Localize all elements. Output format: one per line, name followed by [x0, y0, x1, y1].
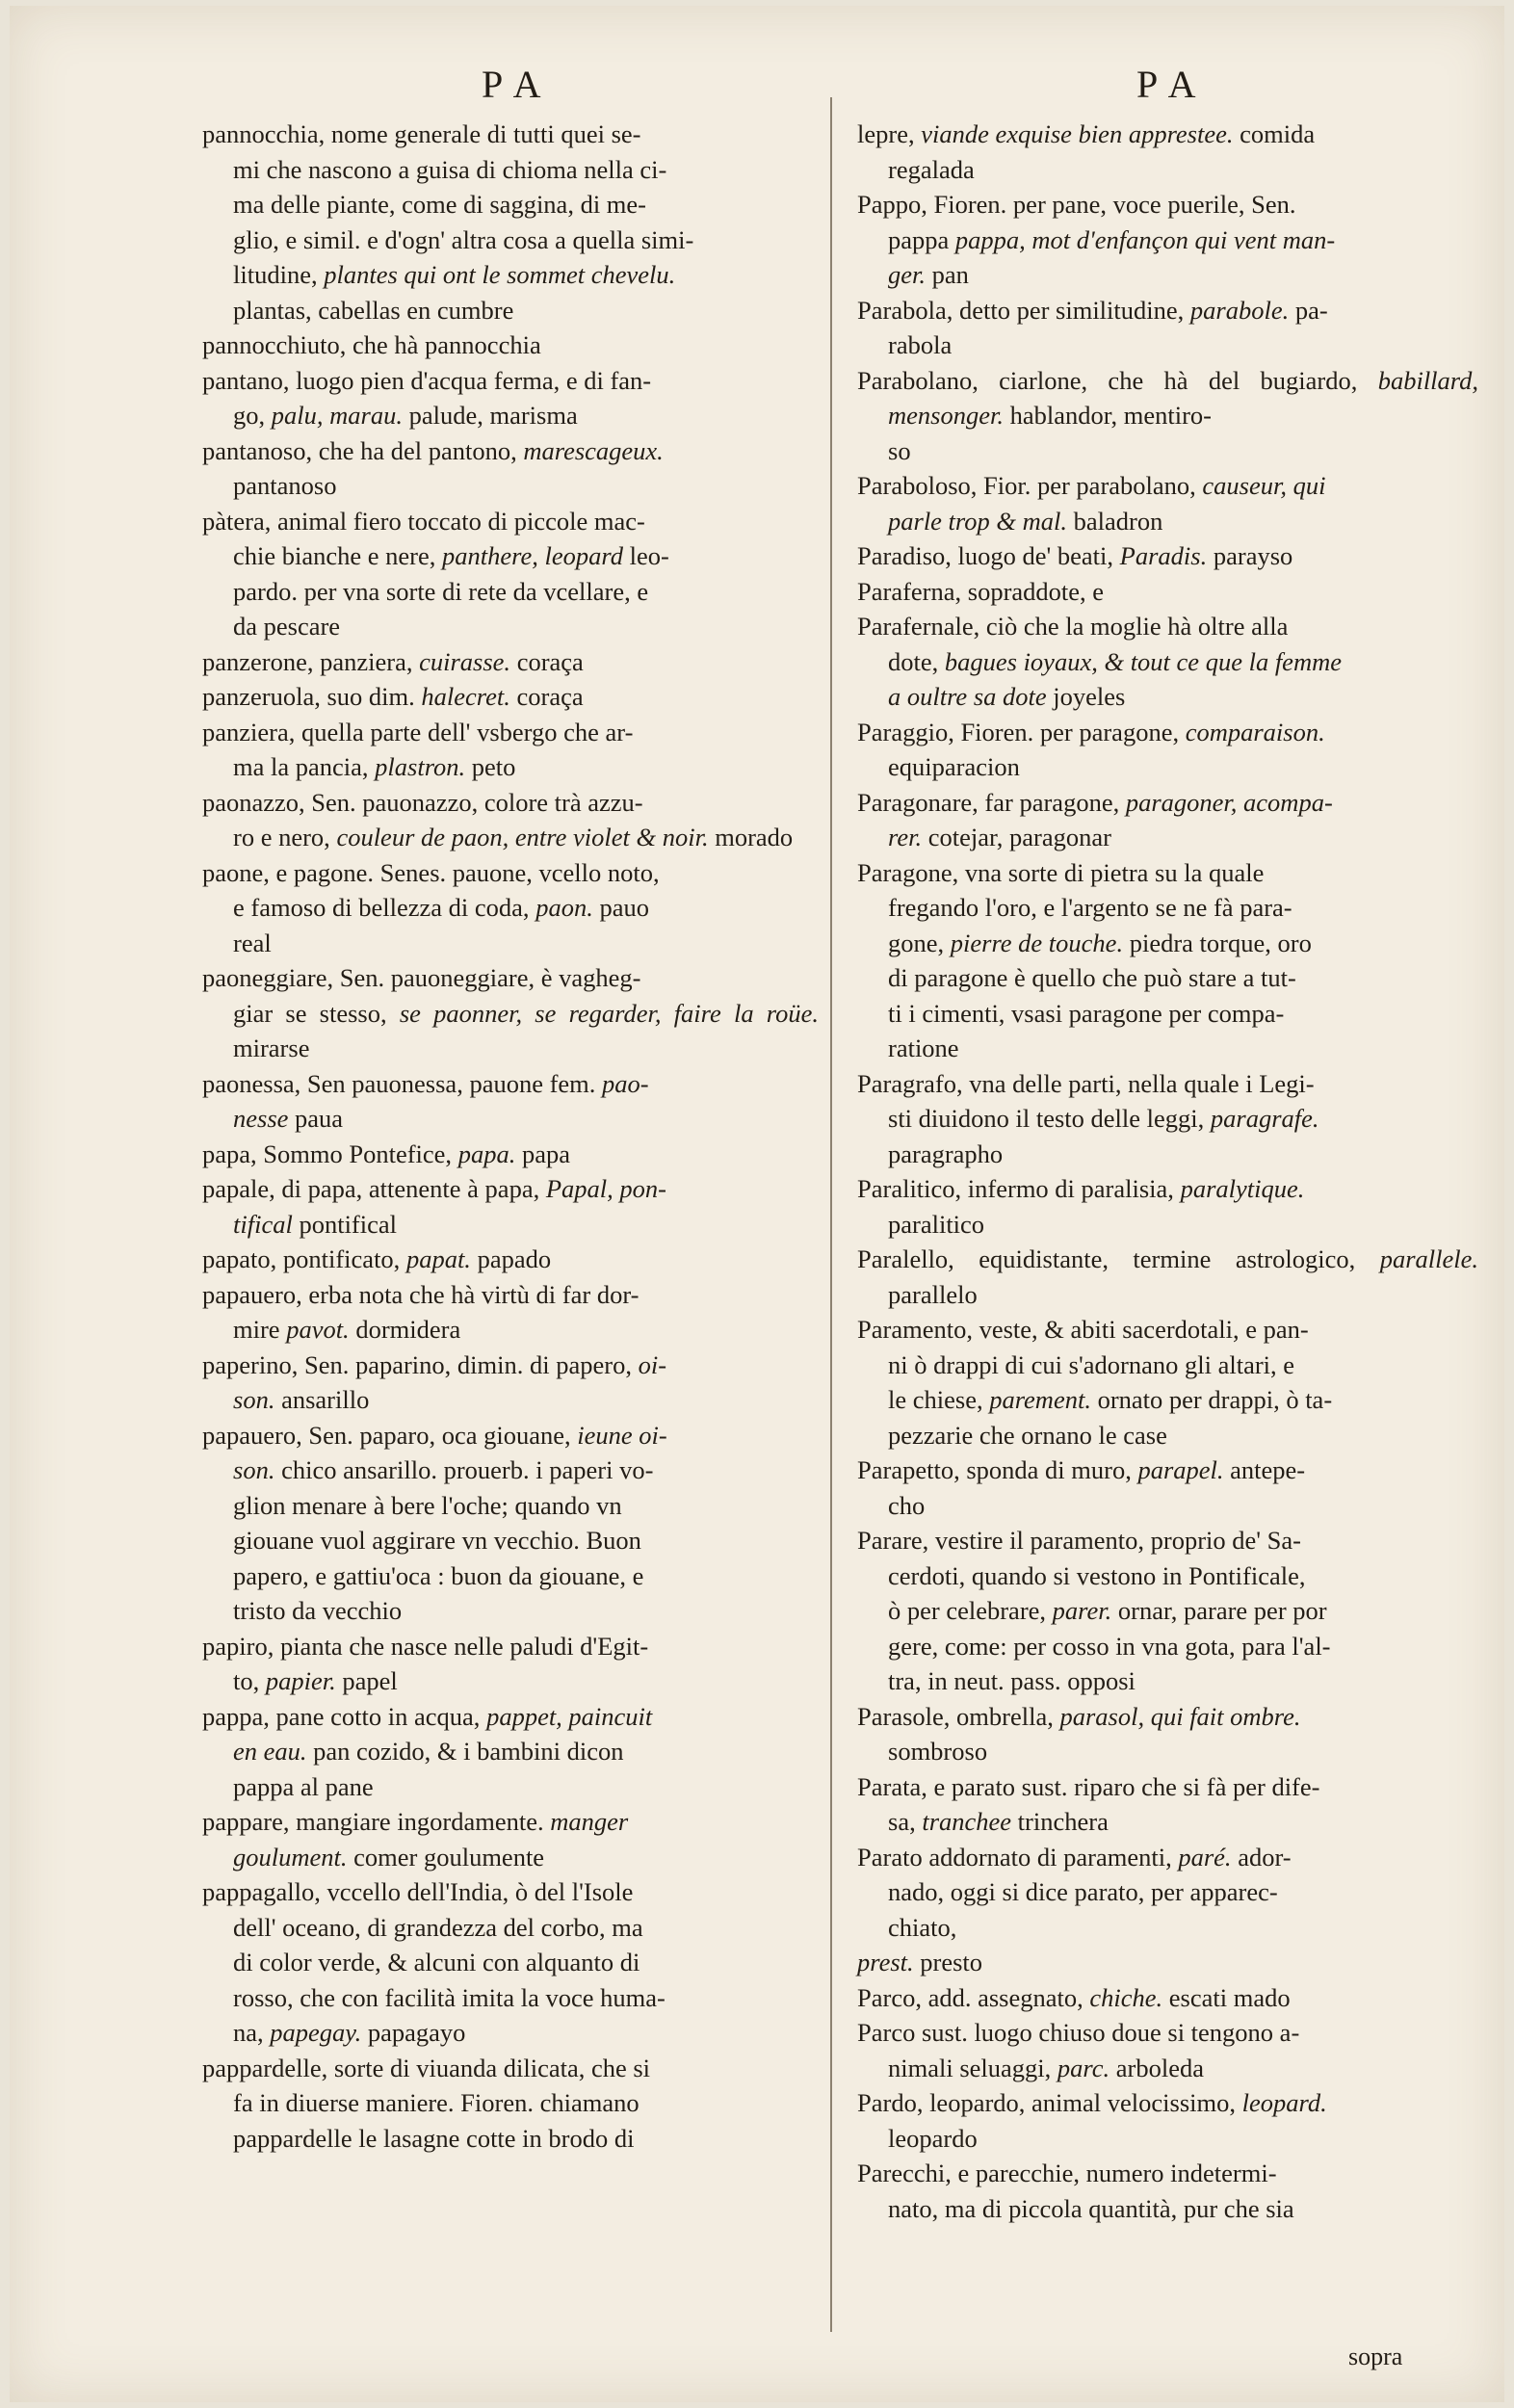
entry-french-gloss: paragrafe.	[1210, 1104, 1319, 1133]
entry-french-gloss: bagues ioyaux, & tout ce que la femme a oultre sa dote	[888, 646, 1342, 711]
entry-headword-definition: paonessa, Sen pauonessa, pauone fem.	[202, 1068, 596, 1098]
entry-french-gloss: papat.	[405, 1244, 471, 1273]
entry-spanish-gloss: joyeles	[1053, 682, 1126, 711]
left-column	[202, 117, 819, 2156]
dictionary-entry	[857, 1066, 1478, 1172]
dictionary-entry	[202, 679, 819, 715]
entry-headword-definition: pappare, mangiare ingordamente.	[202, 1807, 544, 1836]
entry-headword-definition: Parco, add. assegnato,	[857, 1982, 1083, 2012]
entry-french-gloss: parasol, qui fait ombre.	[1059, 1701, 1301, 1731]
entry-headword-definition: Paramento, veste, & abiti sacerdotali, e pan- ni ò drappi di cui s'adornano gli altari, e le chiese,	[857, 1315, 1309, 1414]
entry-french-gloss: papa.	[457, 1139, 516, 1168]
entry-headword-definition: pantanoso, che ha del pantono,	[202, 435, 517, 465]
entry-french-gloss: comparaison.	[1185, 717, 1325, 746]
entry-headword-definition: Parata, e parato sust. riparo che si fà per dife- sa,	[857, 1771, 1320, 1836]
dictionary-entry	[857, 1699, 1478, 1769]
dictionary-entry	[857, 2085, 1478, 2156]
entry-headword-definition: Parco sust. luogo chiuso doue si tengono a- nimali seluaggi,	[857, 2018, 1300, 2082]
entry-headword-definition: Paraggio, Fioren. per paragone,	[857, 717, 1180, 746]
entry-french-gloss: manger goulument.	[233, 1807, 629, 1871]
dictionary-entry	[857, 1312, 1478, 1453]
entry-spanish-gloss: plantas, cabellas en cumbre	[233, 295, 514, 325]
entry-french-gloss: pavot.	[286, 1315, 350, 1344]
entry-headword-definition: pantano, luogo pien d'acqua ferma, e di fan- go,	[202, 365, 652, 430]
entry-spanish-gloss: palude, marisma	[408, 401, 578, 430]
entry-spanish-gloss: ansarillo	[281, 1385, 370, 1414]
entry-spanish-gloss: hablandor, mentiro- so	[888, 401, 1213, 465]
entry-spanish-gloss: pauo real	[233, 893, 649, 957]
entry-spanish-gloss: escati mado	[1168, 1982, 1291, 2012]
entry-french-gloss: parer.	[1052, 1596, 1112, 1625]
entry-headword-definition: Parato addornato di paramenti,	[857, 1842, 1172, 1871]
dictionary-entry	[202, 1804, 819, 1874]
entry-spanish-gloss: sombroso	[888, 1737, 988, 1766]
entry-spanish-gloss: presto	[920, 1948, 983, 1976]
entry-spanish-gloss: equiparacion	[888, 752, 1020, 781]
dictionary-entry	[202, 1277, 819, 1348]
entry-headword-definition: Paragrafo, vna delle parti, nella quale i Legi- sti diuidono il testo delle leggi,	[857, 1068, 1315, 1133]
entry-headword-definition: pappardelle, sorte di viuanda dilicata, che si fa in diuerse maniere. Fioren. chiamano pappardelle le lasagne cotte in brodo di	[202, 2053, 651, 2153]
dictionary-entry	[857, 1980, 1478, 2016]
dictionary-entry	[202, 1629, 819, 1699]
dictionary-entry	[202, 1171, 819, 1242]
entry-spanish-gloss: paragrapho	[888, 1139, 1004, 1168]
entry-spanish-gloss: piedra torque, oro di paragone è quello che può stare a tut- ti i cimenti, vsasi paragone per compa- ratione	[888, 928, 1312, 1062]
entry-french-gloss: pappet, paincuit en eau.	[233, 1701, 653, 1766]
entry-spanish-gloss: cotejar, paragonar	[927, 823, 1111, 851]
dictionary-entry	[857, 1453, 1478, 1523]
entry-french-gloss: couleur de paon, entre violet & noir.	[336, 823, 709, 851]
entry-french-gloss: papegay.	[270, 2018, 362, 2047]
entry-french-gloss: Paradis.	[1119, 541, 1208, 570]
entry-french-gloss: parc.	[1057, 2053, 1110, 2082]
entry-headword-definition: papa, Sommo Pontefice,	[202, 1139, 453, 1168]
entry-french-gloss: se paonner, se regarder, faire la roüe.	[399, 998, 819, 1028]
entry-headword-definition: papato, pontificato,	[202, 1244, 401, 1273]
entry-headword-definition: Pappo, Fioren. per pane, voce puerile, Sen. pappa	[857, 190, 1296, 254]
entry-french-gloss: tranchee	[922, 1807, 1012, 1836]
entry-french-gloss: plantes qui ont le sommet chevelu.	[324, 260, 676, 289]
dictionary-entry	[857, 1523, 1478, 1699]
dictionary-entry	[857, 574, 1478, 610]
dictionary-entry	[857, 2015, 1478, 2085]
entry-spanish-gloss: parayso	[1213, 541, 1293, 570]
entry-headword-definition: Paralello, equidistante, termine astrologico,	[857, 1244, 1356, 1273]
dictionary-entry	[857, 785, 1478, 855]
entry-french-gloss: paralytique.	[1180, 1174, 1305, 1203]
entry-headword-definition: paoneggiare, Sen. pauoneggiare, è vagheg- giar se stesso,	[202, 963, 641, 1028]
dictionary-entry	[202, 785, 819, 855]
entry-spanish-gloss: chico ansarillo. prouerb. i paperi vo- glion menare à bere l'oche; quando vn giouane vuol aggirare vn vecchio. Buon papero, e gattiu'oca : buon da giouane, e tristo da vecchio	[233, 1455, 654, 1625]
entry-french-gloss: oi- son.	[233, 1349, 667, 1414]
entry-spanish-gloss: comida regalada	[888, 119, 1316, 184]
entry-headword-definition: Parare, vestire il paramento, proprio de' Sa- cerdoti, quando si vestono in Pontificale, ò per celebrare,	[857, 1526, 1306, 1625]
entry-spanish-gloss: pan	[931, 260, 969, 289]
entry-spanish-gloss: dormidera	[355, 1315, 461, 1344]
entry-headword-definition: Paraboloso, Fior. per parabolano,	[857, 471, 1196, 500]
dictionary-entry	[857, 609, 1478, 715]
entry-headword-definition: pannocchiuto, che hà pannocchia	[202, 330, 541, 359]
entry-headword-definition: Pardo, leopardo, animal velocissimo,	[857, 2088, 1236, 2117]
entry-spanish-gloss: coraça	[516, 682, 584, 711]
entry-headword-definition: panziera, quella parte dell' vsbergo che ar- ma la pancia,	[202, 717, 634, 781]
entry-headword-definition: panzerone, panziera,	[202, 646, 413, 676]
dictionary-entry	[202, 1699, 819, 1805]
entry-headword-definition: paone, e pagone. Senes. pauone, vcello noto, e famoso di bellezza di coda,	[202, 857, 660, 922]
entry-headword-definition: Paradiso, luogo de' beati,	[857, 541, 1114, 570]
entry-spanish-gloss: pantanoso	[233, 471, 337, 500]
dictionary-entry	[202, 855, 819, 961]
running-head-right: PA	[1136, 63, 1210, 106]
entry-french-gloss: parapel.	[1137, 1455, 1224, 1484]
entry-headword-definition: pappagallo, vccello dell'India, ò del l'Isole dell' oceano, di grandezza del corbo, ma di color verde, & alcuni con alquanto di rosso, che con facilità imita la voce huma- na,	[202, 1877, 666, 2047]
dictionary-entry	[202, 1418, 819, 1629]
dictionary-entry	[202, 117, 819, 327]
entry-french-gloss: halecret.	[421, 682, 510, 711]
entry-spanish-gloss: ornato per drappi, ò ta- pezzarie che ornano le case	[888, 1385, 1333, 1450]
dictionary-entry	[202, 960, 819, 1066]
dictionary-entry	[202, 2051, 819, 2157]
dictionary-entry	[857, 715, 1478, 785]
dictionary-entry	[202, 1137, 819, 1172]
dictionary-entry	[857, 117, 1478, 187]
entry-spanish-gloss: arboleda	[1115, 2053, 1204, 2082]
entry-headword-definition: pappa, pane cotto in acqua,	[202, 1701, 481, 1731]
dictionary-entry	[202, 715, 819, 785]
entry-french-gloss: papier.	[265, 1666, 336, 1695]
entry-spanish-gloss: peto	[471, 752, 516, 781]
entry-spanish-gloss: mirarse	[233, 1034, 310, 1062]
entry-spanish-gloss: leopardo	[888, 2123, 978, 2153]
entry-french-gloss: Papal, pon- tifical	[233, 1174, 666, 1239]
entry-french-gloss: panthere, leopard	[442, 541, 623, 570]
dictionary-entry	[857, 293, 1478, 363]
entry-french-gloss: causeur, qui parle trop & mal.	[888, 471, 1326, 536]
dictionary-entry	[202, 363, 819, 433]
entry-french-gloss: parabole.	[1189, 295, 1290, 325]
entry-spanish-gloss: antepe- cho	[888, 1455, 1306, 1520]
entry-spanish-gloss: baladron	[1073, 506, 1163, 536]
entry-spanish-gloss: ador- nado, oggi si dice parato, per apparec- chiato,	[888, 1842, 1292, 1942]
dictionary-entry	[857, 1945, 1478, 1980]
entry-french-gloss: marescageux.	[523, 435, 664, 465]
entry-spanish-gloss: morado	[715, 823, 794, 851]
entry-headword-definition: Paragone, vna sorte di pietra su la quale fregando l'oro, e l'argento se ne fà para- gone,	[857, 857, 1292, 957]
dictionary-entry	[202, 1348, 819, 1418]
entry-french-gloss: leopard.	[1241, 2088, 1327, 2117]
catchword: sopra	[1348, 2343, 1403, 2370]
dictionary-entry	[857, 468, 1478, 538]
entry-french-gloss: cuirasse.	[419, 646, 511, 676]
entry-french-gloss: ieune oi- son.	[233, 1420, 667, 1484]
entry-headword-definition: papauero, erba nota che hà virtù di far dor- mire	[202, 1279, 640, 1344]
entry-spanish-gloss: parallelo	[888, 1279, 978, 1309]
entry-french-gloss: paon.	[535, 893, 593, 922]
entry-spanish-gloss: comer goulumente	[353, 1842, 545, 1871]
entry-spanish-gloss: ornar, parare per por gere, come: per cosso in vna gota, para l'al- tra, in neut. pass. opposi	[888, 1596, 1331, 1695]
entry-spanish-gloss: leo- pardo. per vna sorte di rete da vcellare, e da pescare	[233, 541, 669, 641]
entry-headword-definition: pàtera, animal fiero toccato di piccole mac- chie bianche e nere,	[202, 506, 645, 570]
entry-headword-definition: Paraferna, sopraddote, e	[857, 576, 1105, 606]
entry-headword-definition: Parabolano, ciarlone, che hà del bugiardo,	[857, 365, 1358, 395]
dictionary-entry	[857, 363, 1478, 469]
entry-headword-definition: papiro, pianta che nasce nelle paludi d'Egit- to,	[202, 1631, 649, 1695]
entry-french-gloss: palu, marau.	[271, 401, 403, 430]
entry-spanish-gloss: coraça	[516, 646, 584, 676]
entry-headword-definition: Parasole, ombrella,	[857, 1701, 1054, 1731]
dictionary-entry	[202, 504, 819, 644]
entry-french-gloss: babillard, mensonger.	[888, 365, 1478, 430]
dictionary-entry	[857, 1769, 1478, 1840]
dictionary-entry	[857, 1171, 1478, 1242]
dictionary-entry	[202, 433, 819, 504]
entry-french-gloss: parement.	[989, 1385, 1091, 1414]
dictionary-entry	[857, 187, 1478, 293]
entry-french-gloss: pierre de touche.	[950, 928, 1124, 957]
entry-headword-definition: papale, di papa, attenente à papa,	[202, 1174, 540, 1203]
entry-spanish-gloss: papa	[521, 1139, 570, 1168]
entry-headword-definition: paonazzo, Sen. pauonazzo, colore trà azzu- ro e nero,	[202, 787, 643, 851]
entry-spanish-gloss: pa- rabola	[888, 295, 1328, 359]
dictionary-entry	[857, 855, 1478, 1066]
dictionary-entry	[857, 1242, 1478, 1312]
dictionary-entry	[202, 1874, 819, 2051]
entry-french-gloss: pao- nesse	[233, 1068, 649, 1133]
entry-french-gloss: viande exquise bien apprestee.	[921, 119, 1234, 148]
entry-spanish-gloss: pan cozido, & i bambini dicon pappa al pane	[233, 1737, 624, 1801]
entry-spanish-gloss: papado	[477, 1244, 552, 1273]
entry-french-gloss: prest.	[857, 1948, 914, 1976]
entry-french-gloss: chiche.	[1089, 1982, 1163, 2012]
entry-spanish-gloss: paua	[295, 1104, 344, 1133]
entry-french-gloss: parallele.	[1379, 1244, 1479, 1273]
entry-spanish-gloss: papel	[342, 1666, 398, 1695]
dictionary-entry	[202, 644, 819, 680]
entry-french-gloss: paragoner, acompa- rer.	[888, 787, 1333, 851]
entry-headword-definition: Parafernale, ciò che la moglie hà oltre alla dote,	[857, 612, 1289, 676]
entry-spanish-gloss: paralitico	[888, 1209, 985, 1239]
running-head-left: PA	[482, 63, 555, 106]
entry-spanish-gloss: trinchera	[1017, 1807, 1109, 1836]
entry-headword-definition: paperino, Sen. paparino, dimin. di papero,	[202, 1349, 632, 1379]
right-column	[857, 117, 1478, 2226]
entry-french-gloss: pappa, mot d'enfançon qui vent man- ger.	[888, 224, 1336, 289]
dictionary-page	[10, 6, 1504, 2402]
entry-headword-definition: panzeruola, suo dim.	[202, 682, 415, 711]
dictionary-entry	[857, 1840, 1478, 1946]
entry-headword-definition: Parecchi, e parecchie, numero indetermi- nato, ma di piccola quantità, pur che sia	[857, 2159, 1294, 2223]
entry-headword-definition: lepre,	[857, 119, 915, 148]
entry-headword-definition: Parabola, detto per similitudine,	[857, 295, 1185, 325]
entry-headword-definition: pannocchia, nome generale di tutti quei se- mi che nascono a guisa di chioma nella ci- ma delle piante, come di saggina, di me- glio, e simil. e d'ogn' altra cosa a quella simi- litudine,	[202, 119, 694, 289]
entry-french-gloss: paré.	[1178, 1842, 1232, 1871]
dictionary-entry	[857, 2156, 1478, 2226]
entry-spanish-gloss: papagayo	[367, 2018, 466, 2047]
dictionary-entry	[202, 1242, 819, 1277]
entry-headword-definition: papauero, Sen. paparo, oca giouane,	[202, 1420, 571, 1450]
dictionary-entry	[202, 327, 819, 363]
entry-headword-definition: Parapetto, sponda di muro,	[857, 1455, 1132, 1484]
entry-french-gloss: plastron.	[375, 752, 466, 781]
dictionary-entry	[857, 538, 1478, 574]
dictionary-entry	[202, 1066, 819, 1137]
column-divider	[830, 97, 832, 2332]
entry-spanish-gloss: pontifical	[299, 1209, 398, 1239]
entry-headword-definition: Paralitico, infermo di paralisia,	[857, 1174, 1174, 1203]
entry-headword-definition: Paragonare, far paragone,	[857, 787, 1120, 817]
